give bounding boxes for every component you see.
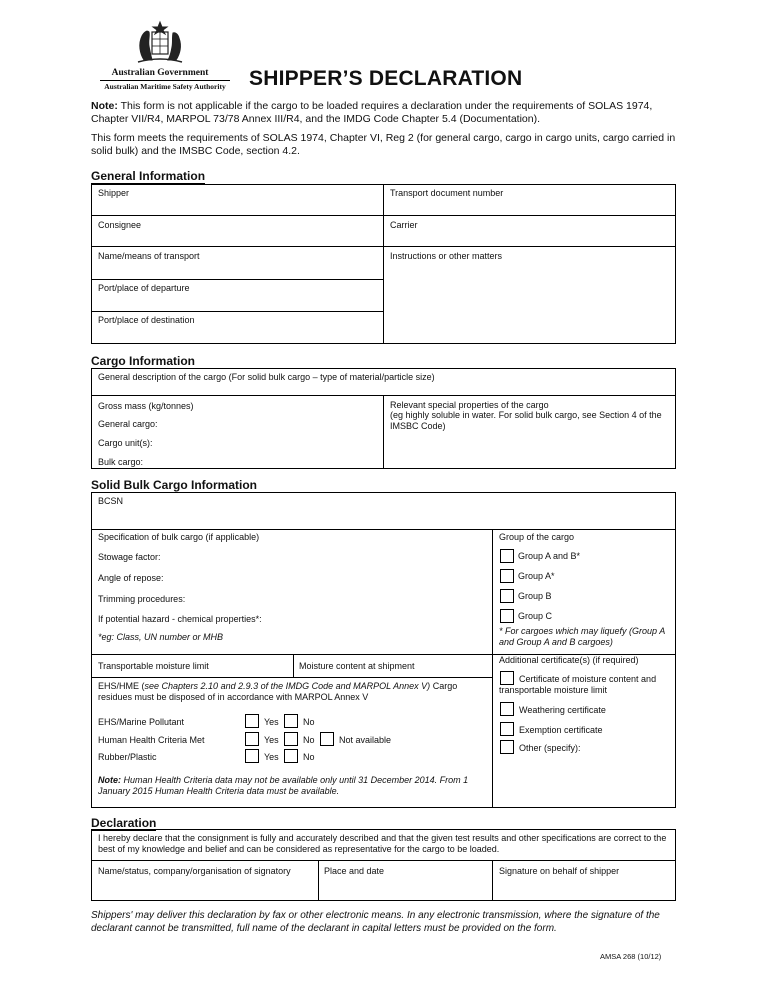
- form-code: AMSA 268 (10/12): [600, 952, 662, 961]
- gov-divider: [100, 80, 230, 81]
- cargo-information-heading: Cargo Information: [91, 354, 195, 368]
- group-b-label: Group B: [518, 591, 552, 601]
- declaration-statement: I hereby declare that the consignment is fully and accurately described and that the given test results and other specifications are correct to the best of my knowledge and belief and can be considered as representative for the cargo to be loaded.: [98, 833, 667, 854]
- group-of-cargo-label: Group of the cargo: [499, 532, 575, 542]
- intro-meets: This form meets the requirements of SOLAS 1974, Chapter VI, Reg 2 (for general cargo, cargo in cargo units, cargo carried in solid bulk) and the IMSBC Code, section 4.2.: [91, 132, 676, 157]
- human-health-criteria-label: Human Health Criteria Met: [98, 735, 205, 745]
- group-liquefy-note: * For cargoes which may liquefy (Group A and Group A and B cargoes): [499, 626, 665, 647]
- general-row-line: [91, 246, 676, 247]
- ehs-hme-label: EHS/HME (see Chapters 2.10 and 2.9.3 of the IMDG Code and MARPOL Annex V) Cargo residues must be disposed of in accordance with MARPOL Annex V: [98, 681, 458, 702]
- group-a-and-b-label: Group A and B*: [518, 551, 581, 561]
- health-criteria-not-available-checkbox[interactable]: [320, 732, 334, 746]
- general-cargo-field[interactable]: General cargo:: [98, 419, 158, 429]
- general-row-line: [91, 215, 676, 216]
- trimming-procedures-field[interactable]: Trimming procedures:: [98, 594, 186, 604]
- group-a-checkbox[interactable]: [500, 569, 514, 583]
- port-destination-field[interactable]: Port/place of destination: [98, 315, 195, 325]
- declaration-row-line: [91, 860, 676, 861]
- bulk-row-line: [91, 529, 676, 530]
- intro-note: Note: This form is not applicable if the cargo to be loaded requires a declaration under the requirements of SOLAS 1974, Chapter VII/R4, MARPOL 73/78 Annex III/R4, and the IMDG Code Chapter 5.4 (Documentation).: [91, 100, 653, 125]
- health-criteria-yes-checkbox[interactable]: [245, 732, 259, 746]
- general-divider: [383, 184, 384, 344]
- weathering-certificate-label: Weathering certificate: [519, 705, 606, 715]
- specification-label: Specification of bulk cargo (if applicable): [98, 532, 260, 542]
- rubber-plastic-label: Rubber/Plastic: [98, 752, 157, 762]
- marine-pollutant-no-checkbox[interactable]: [284, 714, 298, 728]
- bcsn-field[interactable]: BCSN: [98, 496, 124, 506]
- bulk-cargo-field[interactable]: Bulk cargo:: [98, 457, 144, 467]
- special-properties-note: (eg highly soluble in water. For solid bulk cargo, see Section 4 of the IMSBC Code): [390, 410, 662, 431]
- place-date-field[interactable]: Place and date: [324, 866, 385, 876]
- rubber-plastic-no-label: No: [303, 752, 315, 762]
- electronic-transmission-note: Shippers' may deliver this declaration by fax or other electronic means. In any electronic transmission, where the signature of the declarant cannot be transmitted, full name of the declarant in capital letters must be provided on the form.: [91, 910, 660, 934]
- ehs-marine-pollutant-label: EHS/Marine Pollutant: [98, 717, 185, 727]
- port-departure-field[interactable]: Port/place of departure: [98, 283, 190, 293]
- agency-name: Australian Maritime Safety Authority: [104, 82, 226, 91]
- group-a-and-b-checkbox[interactable]: [500, 549, 514, 563]
- name-status-field[interactable]: Name/status, company/organisation of signatory: [98, 866, 291, 876]
- bulk-divider: [492, 529, 493, 808]
- health-criteria-no-label: No: [303, 735, 315, 745]
- health-criteria-not-available-label: Not available: [339, 735, 392, 745]
- signature-field[interactable]: Signature on behalf of shipper: [499, 866, 620, 876]
- angle-of-repose-field[interactable]: Angle of repose:: [98, 573, 164, 583]
- additional-certificates-label: Additional certificate(s) (if required): [499, 655, 639, 665]
- name-means-transport-field[interactable]: Name/means of transport: [98, 251, 200, 261]
- moisture-bottom-line: [91, 677, 492, 678]
- marine-pollutant-no-label: No: [303, 717, 315, 727]
- special-properties-field[interactable]: Relevant special properties of the cargo: [390, 400, 549, 410]
- other-certificate-label: Other (specify):: [519, 743, 581, 753]
- gross-mass-label: Gross mass (kg/tonnes): [98, 401, 194, 411]
- solid-bulk-heading: Solid Bulk Cargo Information: [91, 478, 258, 492]
- rubber-plastic-yes-label: Yes: [264, 752, 279, 762]
- certificate-moisture-label: Certificate of moisture content and transportable moisture limit: [499, 674, 657, 695]
- health-criteria-no-checkbox[interactable]: [284, 732, 298, 746]
- coat-of-arms-icon: [130, 20, 190, 66]
- stowage-factor-field[interactable]: Stowage factor:: [98, 552, 161, 562]
- shipper-field[interactable]: Shipper: [98, 188, 130, 198]
- general-row-line: [91, 279, 383, 280]
- health-criteria-note: Note: Human Health Criteria data may not be available only until 31 December 2014. From 1 January 2015 Human Health Criteria data must be available.: [98, 775, 469, 796]
- group-c-label: Group C: [518, 611, 553, 621]
- cargo-units-field[interactable]: Cargo unit(s):: [98, 438, 153, 448]
- government-name: Australian Government: [111, 68, 209, 78]
- group-c-checkbox[interactable]: [500, 609, 514, 623]
- transportable-moisture-limit-field[interactable]: Transportable moisture limit: [98, 661, 209, 671]
- rubber-plastic-yes-checkbox[interactable]: [245, 749, 259, 763]
- declaration-divider: [318, 860, 319, 901]
- page-title: SHIPPER’S DECLARATION: [249, 67, 523, 90]
- general-row-line: [91, 311, 383, 312]
- cargo-divider: [383, 395, 384, 469]
- transport-document-field[interactable]: Transport document number: [390, 188, 504, 198]
- exemption-certificate-label: Exemption certificate: [519, 725, 603, 735]
- group-b-checkbox[interactable]: [500, 589, 514, 603]
- moisture-divider: [293, 654, 294, 677]
- potential-hazard-field[interactable]: If potential hazard - chemical properties*:: [98, 614, 262, 624]
- moisture-content-field[interactable]: Moisture content at shipment: [299, 661, 415, 671]
- marine-pollutant-yes-label: Yes: [264, 717, 279, 727]
- general-description-field[interactable]: General description of the cargo (For solid bulk cargo – type of material/particle size): [98, 372, 435, 382]
- general-information-heading: General Information: [91, 169, 206, 183]
- exemption-certificate-checkbox[interactable]: [500, 722, 514, 736]
- declaration-divider: [492, 860, 493, 901]
- consignee-field[interactable]: Consignee: [98, 220, 142, 230]
- instructions-field[interactable]: Instructions or other matters: [390, 251, 503, 261]
- declaration-heading: Declaration: [91, 816, 157, 830]
- marine-pollutant-yes-checkbox[interactable]: [245, 714, 259, 728]
- carrier-field[interactable]: Carrier: [390, 220, 418, 230]
- group-a-label: Group A*: [518, 571, 555, 581]
- hazard-example-note: *eg: Class, UN number or MHB: [98, 632, 224, 642]
- health-criteria-yes-label: Yes: [264, 735, 279, 745]
- weathering-certificate-checkbox[interactable]: [500, 702, 514, 716]
- other-certificate-checkbox[interactable]: [500, 740, 514, 754]
- rubber-plastic-no-checkbox[interactable]: [284, 749, 298, 763]
